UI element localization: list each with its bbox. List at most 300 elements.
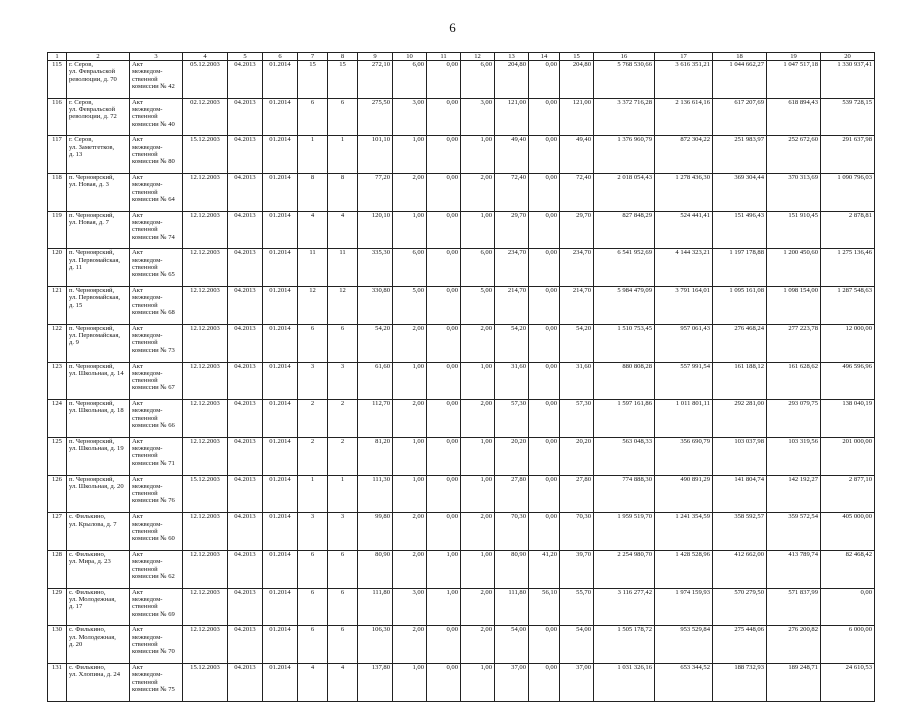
address-cell (67, 550, 130, 588)
total-area-cell: 54,20 (358, 324, 393, 362)
cost-region-cell: 1 044 662,27 (713, 61, 767, 99)
area-private-cell: 0,00 (529, 362, 560, 400)
address-line: п. Черноярский, (69, 324, 115, 332)
table-row (48, 475, 875, 513)
table-row (48, 211, 875, 249)
document-date-cell: 12.12.2003 (183, 626, 228, 664)
document-cell (130, 588, 183, 626)
cost-region-cell: 251 983,97 (713, 136, 767, 174)
cost-total-cell: 1 505 178,72 (594, 626, 655, 664)
rooms-total-cell: 3,00 (393, 588, 427, 626)
address-line: ул. Молодежная, (69, 595, 116, 603)
planned-end-cell: 01.2014 (263, 249, 298, 287)
cost-extra-cell: 6 000,00 (821, 626, 875, 664)
residents-count-cell: 4 (298, 211, 328, 249)
address-line: д. 15 (69, 301, 83, 309)
column-number-header: 19 (767, 53, 821, 61)
cost-region-cell: 292 281,00 (713, 400, 767, 438)
residents-count-cell: 6 (298, 626, 328, 664)
residents-resettled-cell: 6 (328, 550, 358, 588)
document-line: комиссии № 71 (132, 459, 175, 467)
cost-extra-cell: 201 000,00 (821, 437, 875, 475)
column-number-header: 10 (393, 53, 427, 61)
rooms-private-cell: 1,00 (427, 550, 461, 588)
column-number-header: 2 (67, 53, 130, 61)
cost-total-cell: 6 541 952,69 (594, 249, 655, 287)
rooms-private-cell: 0,00 (427, 475, 461, 513)
planned-start-cell: 04.2013 (228, 664, 263, 702)
address-line: п. Черноярский, (69, 287, 115, 295)
cost-fund-cell: 524 441,41 (655, 211, 713, 249)
area-total-cell: 214,70 (495, 287, 529, 325)
area-municipal-cell: 49,40 (560, 136, 594, 174)
row-number-cell: 116 (48, 98, 67, 136)
address-line: ул. Новая, д. 7 (69, 219, 109, 227)
table-row (48, 362, 875, 400)
column-number-header: 4 (183, 53, 228, 61)
cost-total-cell: 1 510 753,45 (594, 324, 655, 362)
table-row (48, 437, 875, 475)
address-line: д. 17 (69, 603, 83, 611)
column-number-header: 11 (427, 53, 461, 61)
area-total-cell: 57,30 (495, 400, 529, 438)
address-line: п. Черноярский, (69, 437, 115, 445)
rooms-private-cell: 0,00 (427, 324, 461, 362)
address-line: ул. Школьная, д. 20 (69, 482, 124, 490)
document-date-cell: 12.12.2003 (183, 249, 228, 287)
cost-fund-cell: 3 791 164,01 (655, 287, 713, 325)
row-number-cell: 130 (48, 626, 67, 664)
column-number-header: 6 (263, 53, 298, 61)
area-municipal-cell: 31,60 (560, 362, 594, 400)
document-line: межведом- (132, 520, 163, 528)
area-private-cell: 0,00 (529, 249, 560, 287)
area-total-cell: 70,30 (495, 513, 529, 551)
cost-total-cell: 563 048,33 (594, 437, 655, 475)
cost-local-cell: 276 200,82 (767, 626, 821, 664)
rooms-total-cell: 2,00 (393, 400, 427, 438)
document-cell (130, 136, 183, 174)
area-private-cell: 0,00 (529, 98, 560, 136)
planned-end-cell: 01.2014 (263, 98, 298, 136)
document-line: ственной (132, 452, 158, 460)
address-line: революции, д. 70 (69, 75, 117, 83)
document-line: комиссии № 80 (132, 158, 175, 166)
table-row (48, 249, 875, 287)
row-number-cell: 115 (48, 61, 67, 99)
area-total-cell: 49,40 (495, 136, 529, 174)
document-date-cell: 12.12.2003 (183, 550, 228, 588)
cost-region-cell: 358 592,57 (713, 513, 767, 551)
rooms-total-cell: 2,00 (393, 513, 427, 551)
document-cell (130, 324, 183, 362)
address-line: д. 9 (69, 339, 79, 347)
rooms-total-cell: 1,00 (393, 664, 427, 702)
rooms-municipal-cell: 1,00 (461, 211, 495, 249)
row-number-cell: 121 (48, 287, 67, 325)
cost-total-cell: 880 808,28 (594, 362, 655, 400)
cost-local-cell: 161 628,62 (767, 362, 821, 400)
document-line: межведом- (132, 633, 163, 641)
column-number-header: 13 (495, 53, 529, 61)
table-row (48, 287, 875, 325)
row-number-cell: 120 (48, 249, 67, 287)
cost-extra-cell: 12 000,00 (821, 324, 875, 362)
document-date-cell: 12.12.2003 (183, 287, 228, 325)
total-area-cell: 137,80 (358, 664, 393, 702)
document-line: Акт (132, 98, 143, 106)
cost-region-cell: 161 188,12 (713, 362, 767, 400)
planned-start-cell: 04.2013 (228, 626, 263, 664)
total-area-cell: 101,10 (358, 136, 393, 174)
address-line: революции, д. 72 (69, 113, 117, 121)
rooms-municipal-cell: 1,00 (461, 550, 495, 588)
document-date-cell: 15.12.2003 (183, 664, 228, 702)
cost-fund-cell: 1 011 801,11 (655, 400, 713, 438)
document-line: ственной (132, 301, 158, 309)
cost-extra-cell: 1 090 796,03 (821, 174, 875, 212)
document-cell (130, 61, 183, 99)
residents-resettled-cell: 2 (328, 437, 358, 475)
address-line: с. Филькино, (69, 550, 106, 558)
rooms-total-cell: 2,00 (393, 324, 427, 362)
cost-fund-cell: 490 891,29 (655, 475, 713, 513)
address-line: ул. Школьная, д. 19 (69, 445, 124, 453)
cost-local-cell: 151 910,45 (767, 211, 821, 249)
rooms-municipal-cell: 2,00 (461, 400, 495, 438)
total-area-cell: 99,80 (358, 513, 393, 551)
cost-fund-cell: 872 304,22 (655, 136, 713, 174)
residents-resettled-cell: 8 (328, 174, 358, 212)
document-line: межведом- (132, 294, 163, 302)
total-area-cell: 80,90 (358, 550, 393, 588)
cost-local-cell: 1 098 154,00 (767, 287, 821, 325)
residents-count-cell: 8 (298, 174, 328, 212)
address-cell (67, 61, 130, 99)
document-cell (130, 400, 183, 438)
row-number-cell: 125 (48, 437, 67, 475)
rooms-municipal-cell: 1,00 (461, 136, 495, 174)
planned-end-cell: 01.2014 (263, 550, 298, 588)
address-line: г. Серов, (69, 61, 94, 68)
residents-count-cell: 15 (298, 61, 328, 99)
rooms-municipal-cell: 1,00 (461, 362, 495, 400)
total-area-cell: 111,80 (358, 588, 393, 626)
cost-region-cell: 1 197 178,88 (713, 249, 767, 287)
table-header (48, 53, 875, 61)
cost-total-cell: 5 768 530,66 (594, 61, 655, 99)
area-municipal-cell: 70,30 (560, 513, 594, 551)
document-cell (130, 211, 183, 249)
rooms-private-cell: 0,00 (427, 513, 461, 551)
cost-total-cell: 1 597 161,86 (594, 400, 655, 438)
area-municipal-cell: 54,20 (560, 324, 594, 362)
document-line: Акт (132, 174, 143, 182)
area-private-cell: 0,00 (529, 324, 560, 362)
document-line: Акт (132, 211, 143, 219)
area-municipal-cell: 121,00 (560, 98, 594, 136)
residents-resettled-cell: 6 (328, 98, 358, 136)
row-number-cell: 129 (48, 588, 67, 626)
area-total-cell: 111,80 (495, 588, 529, 626)
document-line: Акт (132, 287, 143, 295)
rooms-municipal-cell: 2,00 (461, 626, 495, 664)
document-line: межведом- (132, 482, 163, 490)
document-cell (130, 174, 183, 212)
area-municipal-cell: 29,70 (560, 211, 594, 249)
area-total-cell: 54,20 (495, 324, 529, 362)
rooms-total-cell: 2,00 (393, 626, 427, 664)
area-total-cell: 20,20 (495, 437, 529, 475)
address-line: ул. Первомайская, (69, 294, 121, 302)
document-line: межведом- (132, 407, 163, 415)
cost-region-cell: 1 095 161,08 (713, 287, 767, 325)
address-line: ул. Новая, д. 3 (69, 181, 109, 189)
area-total-cell: 72,40 (495, 174, 529, 212)
cost-fund-cell: 953 529,84 (655, 626, 713, 664)
cost-local-cell: 277 223,78 (767, 324, 821, 362)
document-cell (130, 626, 183, 664)
area-total-cell: 204,80 (495, 61, 529, 99)
document-line: комиссии № 75 (132, 685, 175, 693)
address-line: д. 20 (69, 640, 83, 648)
cost-extra-cell: 1 330 937,41 (821, 61, 875, 99)
area-total-cell: 31,60 (495, 362, 529, 400)
address-cell (67, 362, 130, 400)
document-line: ственной (132, 565, 158, 573)
cost-total-cell: 3 372 716,28 (594, 98, 655, 136)
address-line: ул. Крылова, д. 7 (69, 520, 117, 528)
document-cell (130, 249, 183, 287)
column-number-header: 12 (461, 53, 495, 61)
column-number-header: 3 (130, 53, 183, 61)
rooms-total-cell: 3,00 (393, 98, 427, 136)
cost-region-cell: 369 304,44 (713, 174, 767, 212)
document-line: межведом- (132, 68, 163, 76)
cost-extra-cell: 1 287 548,63 (821, 287, 875, 325)
rooms-private-cell: 0,00 (427, 287, 461, 325)
table-row (48, 550, 875, 588)
document-line: ственной (132, 490, 158, 498)
residents-count-cell: 6 (298, 588, 328, 626)
address-line: д. 13 (69, 150, 83, 158)
cost-local-cell: 1 047 517,18 (767, 61, 821, 99)
document-line: межведом- (132, 558, 163, 566)
address-cell (67, 324, 130, 362)
rooms-private-cell: 0,00 (427, 61, 461, 99)
residents-count-cell: 6 (298, 550, 328, 588)
residents-count-cell: 12 (298, 287, 328, 325)
row-number-cell: 118 (48, 174, 67, 212)
area-municipal-cell: 234,70 (560, 249, 594, 287)
cost-total-cell: 774 888,30 (594, 475, 655, 513)
document-line: межведом- (132, 256, 163, 264)
row-number-cell: 122 (48, 324, 67, 362)
rooms-total-cell: 5,00 (393, 287, 427, 325)
area-private-cell: 41,20 (529, 550, 560, 588)
total-area-cell: 106,30 (358, 626, 393, 664)
total-area-cell: 77,20 (358, 174, 393, 212)
total-area-cell: 112,70 (358, 400, 393, 438)
address-line: ул. Февральской (69, 105, 116, 113)
rooms-private-cell: 0,00 (427, 626, 461, 664)
residents-resettled-cell: 3 (328, 362, 358, 400)
total-area-cell: 61,60 (358, 362, 393, 400)
document-line: комиссии № 67 (132, 384, 175, 392)
document-line: комиссии № 40 (132, 120, 175, 128)
document-line: Акт (132, 437, 143, 445)
rooms-municipal-cell: 5,00 (461, 287, 495, 325)
address-cell (67, 287, 130, 325)
document-line: ственной (132, 75, 158, 83)
cost-total-cell: 2 018 054,43 (594, 174, 655, 212)
planned-start-cell: 04.2013 (228, 550, 263, 588)
rooms-municipal-cell: 1,00 (461, 475, 495, 513)
cost-extra-cell: 0,00 (821, 588, 875, 626)
residents-resettled-cell: 1 (328, 475, 358, 513)
address-line: с. Филькино, (69, 588, 106, 596)
document-line: ственной (132, 339, 158, 347)
cost-local-cell: 370 313,69 (767, 174, 821, 212)
area-total-cell: 27,80 (495, 475, 529, 513)
document-line: Акт (132, 588, 143, 596)
address-cell (67, 664, 130, 702)
document-line: межведом- (132, 332, 163, 340)
cost-local-cell: 142 192,27 (767, 475, 821, 513)
document-line: ственной (132, 226, 158, 234)
cost-region-cell: 188 732,93 (713, 664, 767, 702)
document-line: Акт (132, 513, 143, 521)
table-row (48, 61, 875, 99)
cost-region-cell: 141 804,74 (713, 475, 767, 513)
cost-fund-cell: 653 344,52 (655, 664, 713, 702)
document-line: ственной (132, 188, 158, 196)
document-line: ственной (132, 377, 158, 385)
planned-start-cell: 04.2013 (228, 174, 263, 212)
area-total-cell: 121,00 (495, 98, 529, 136)
document-cell (130, 362, 183, 400)
area-municipal-cell: 20,20 (560, 437, 594, 475)
planned-start-cell: 04.2013 (228, 400, 263, 438)
document-line: ственной (132, 150, 158, 158)
document-date-cell: 12.12.2003 (183, 400, 228, 438)
document-date-cell: 12.12.2003 (183, 324, 228, 362)
document-cell (130, 475, 183, 513)
rooms-total-cell: 2,00 (393, 174, 427, 212)
document-date-cell: 12.12.2003 (183, 211, 228, 249)
cost-extra-cell: 82 468,42 (821, 550, 875, 588)
address-cell (67, 437, 130, 475)
total-area-cell: 330,80 (358, 287, 393, 325)
document-date-cell: 12.12.2003 (183, 362, 228, 400)
planned-start-cell: 04.2013 (228, 362, 263, 400)
cost-local-cell: 252 672,60 (767, 136, 821, 174)
cost-extra-cell: 138 040,19 (821, 400, 875, 438)
planned-end-cell: 01.2014 (263, 400, 298, 438)
planned-end-cell: 01.2014 (263, 287, 298, 325)
residents-resettled-cell: 12 (328, 287, 358, 325)
rooms-private-cell: 0,00 (427, 437, 461, 475)
cost-total-cell: 2 254 980,70 (594, 550, 655, 588)
cost-extra-cell: 539 728,15 (821, 98, 875, 136)
document-line: комиссии № 76 (132, 497, 175, 505)
row-number-cell: 126 (48, 475, 67, 513)
residents-count-cell: 1 (298, 475, 328, 513)
area-private-cell: 0,00 (529, 664, 560, 702)
document-line: комиссии № 64 (132, 195, 175, 203)
table-row (48, 588, 875, 626)
cost-extra-cell: 2 878,81 (821, 211, 875, 249)
planned-start-cell: 04.2013 (228, 287, 263, 325)
planned-start-cell: 04.2013 (228, 475, 263, 513)
table-row (48, 136, 875, 174)
document-line: комиссии № 69 (132, 610, 175, 618)
address-line: п. Черноярский, (69, 211, 115, 219)
document-line: ственной (132, 640, 158, 648)
residents-resettled-cell: 4 (328, 664, 358, 702)
document-date-cell: 02.12.2003 (183, 98, 228, 136)
address-cell (67, 249, 130, 287)
document-date-cell: 12.12.2003 (183, 437, 228, 475)
document-line: комиссии № 60 (132, 535, 175, 543)
residents-count-cell: 3 (298, 362, 328, 400)
area-municipal-cell: 54,00 (560, 626, 594, 664)
document-line: межведом- (132, 369, 163, 377)
cost-region-cell: 570 279,50 (713, 588, 767, 626)
area-municipal-cell: 57,30 (560, 400, 594, 438)
cost-region-cell: 103 037,98 (713, 437, 767, 475)
document-line: межведом- (132, 143, 163, 151)
cost-region-cell: 275 448,06 (713, 626, 767, 664)
residents-count-cell: 6 (298, 98, 328, 136)
column-number-header: 18 (713, 53, 767, 61)
document-line: межведом- (132, 671, 163, 679)
cost-local-cell: 293 079,75 (767, 400, 821, 438)
address-cell (67, 588, 130, 626)
address-line: д. 11 (69, 264, 83, 272)
document-cell (130, 437, 183, 475)
rooms-municipal-cell: 1,00 (461, 437, 495, 475)
document-line: комиссии № 73 (132, 346, 175, 354)
document-line: Акт (132, 550, 143, 558)
document-line: Акт (132, 61, 143, 68)
area-private-cell: 0,00 (529, 136, 560, 174)
area-municipal-cell: 72,40 (560, 174, 594, 212)
area-municipal-cell: 55,70 (560, 588, 594, 626)
planned-end-cell: 01.2014 (263, 475, 298, 513)
address-line: ул. Хлопина, д. 24 (69, 671, 120, 679)
cost-fund-cell: 1 974 159,93 (655, 588, 713, 626)
planned-end-cell: 01.2014 (263, 136, 298, 174)
cost-total-cell: 1 031 326,16 (594, 664, 655, 702)
cost-local-cell: 413 789,74 (767, 550, 821, 588)
address-line: п. Черноярский, (69, 400, 115, 408)
cost-extra-cell: 1 275 136,46 (821, 249, 875, 287)
table-row (48, 324, 875, 362)
residents-resettled-cell: 11 (328, 249, 358, 287)
document-cell (130, 287, 183, 325)
row-number-cell: 123 (48, 362, 67, 400)
document-cell (130, 513, 183, 551)
address-line: ул. Мира, д. 23 (69, 558, 111, 566)
address-cell (67, 513, 130, 551)
planned-start-cell: 04.2013 (228, 136, 263, 174)
address-line: ул. Февральской (69, 68, 116, 76)
page-number: 6 (449, 20, 456, 35)
address-line: п. Черноярский, (69, 362, 115, 370)
planned-start-cell: 04.2013 (228, 437, 263, 475)
column-number-row (48, 53, 875, 61)
